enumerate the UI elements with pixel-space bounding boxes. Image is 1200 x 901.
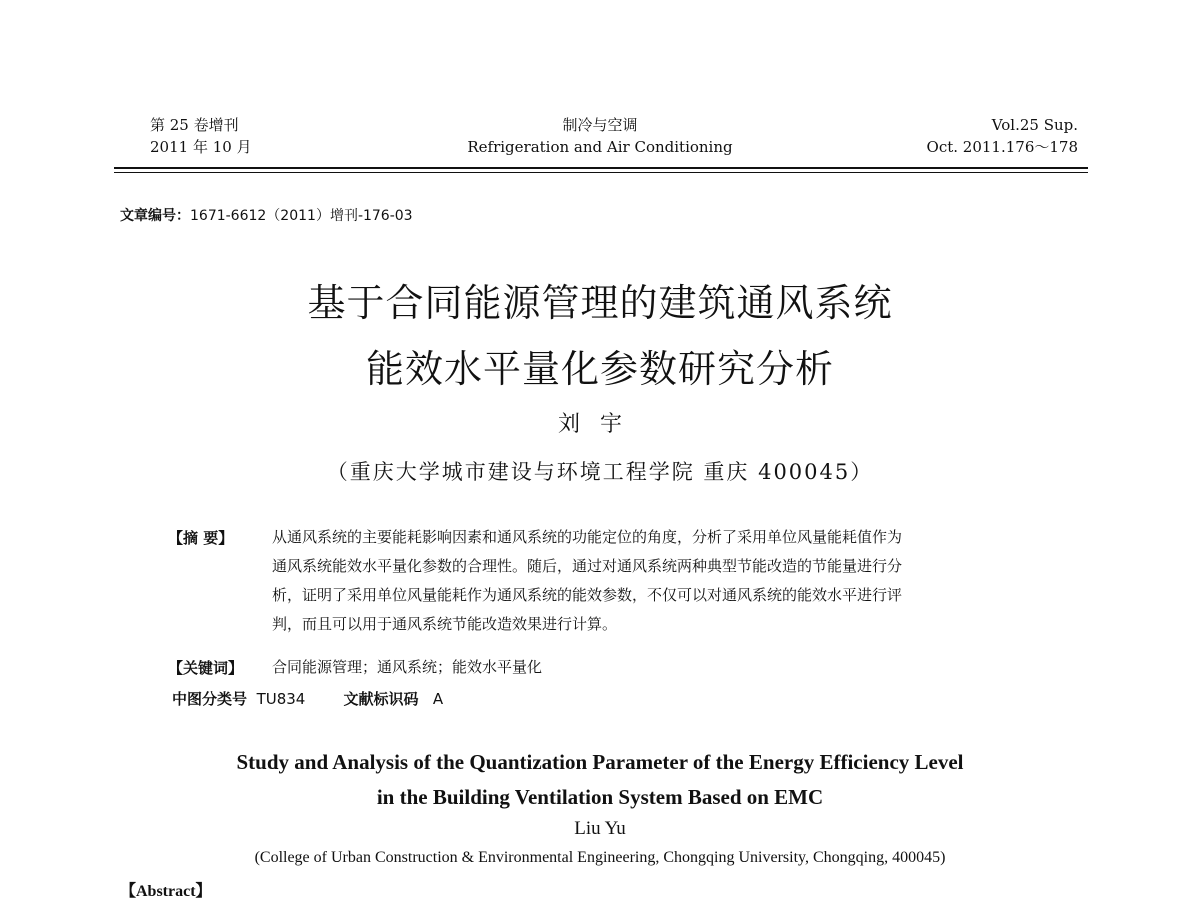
clc-label: 中图分类号 bbox=[172, 690, 248, 708]
abstract-cn-line: 通风系统能效水平量化参数的合理性。随后，通过对通风系统两种典型节能改造的节能量进行分 bbox=[272, 557, 903, 575]
date-cn: 2011 年 10 月 bbox=[150, 138, 252, 156]
abstract-cn-line: 判，而且可以用于通风系统节能改造效果进行计算。 bbox=[272, 615, 618, 633]
header-rule-thick bbox=[114, 167, 1088, 169]
clc-value: TU834 bbox=[256, 690, 306, 708]
author-cn: 刘宇 bbox=[557, 412, 642, 437]
keywords-cn-text: 合同能源管理；通风系统；能效水平量化 bbox=[272, 658, 543, 676]
affiliation-cn: （重庆大学城市建设与环境工程学院 重庆 400045） bbox=[326, 460, 874, 484]
header-center bbox=[400, 114, 800, 158]
journal-name-en: Refrigeration and Air Conditioning bbox=[467, 138, 733, 156]
title-en-line2: in the Building Ventilation System Based on EMC bbox=[376, 785, 824, 809]
header-right bbox=[927, 114, 1078, 158]
abstract-en-label: 【Abstract】 bbox=[120, 883, 212, 900]
affiliation-en: (College of Urban Construction & Environmental Engineering, Chongqing University, Chongqing, 400045) bbox=[254, 849, 946, 866]
volume-en: Vol.25 Sup. bbox=[991, 116, 1078, 134]
abstract-cn-line: 从通风系统的主要能耗影响因素和通风系统的功能定位的角度，分析了采用单位风量能耗值作为 bbox=[272, 528, 903, 546]
article-number bbox=[120, 205, 413, 225]
doc-code-value: A bbox=[432, 690, 444, 708]
header-rule-thin bbox=[114, 172, 1088, 173]
volume-cn: 第 25 卷增刊 bbox=[150, 116, 239, 134]
article-number-value: 1671-6612（2011）增刊-176-03 bbox=[190, 208, 413, 224]
title-cn-line1: 基于合同能源管理的建筑通风系统 bbox=[307, 281, 893, 325]
classification-line bbox=[172, 688, 443, 709]
doc-code-label: 文献标识码 bbox=[343, 690, 419, 708]
author-en: Liu Yu bbox=[574, 818, 626, 839]
abstract-cn-body bbox=[272, 523, 1052, 639]
keywords-cn-label: 【关键词】 bbox=[168, 659, 244, 677]
abstract-cn-line: 析，证明了采用单位风量能耗作为通风系统的能效参数，不仅可以对通风系统的能效水平进行评 bbox=[272, 586, 903, 604]
header-left bbox=[150, 114, 252, 158]
journal-name-cn: 制冷与空调 bbox=[562, 116, 638, 134]
title-en-line1: Study and Analysis of the Quantization Parameter of the Energy Efficiency Level bbox=[236, 750, 964, 774]
abstract-cn-label: 【摘 要】 bbox=[168, 529, 234, 547]
date-pages-en: Oct. 2011.176～178 bbox=[926, 138, 1078, 156]
title-cn-line2: 能效水平量化参数研究分析 bbox=[365, 347, 834, 391]
article-number-label: 文章编号： bbox=[120, 208, 190, 224]
